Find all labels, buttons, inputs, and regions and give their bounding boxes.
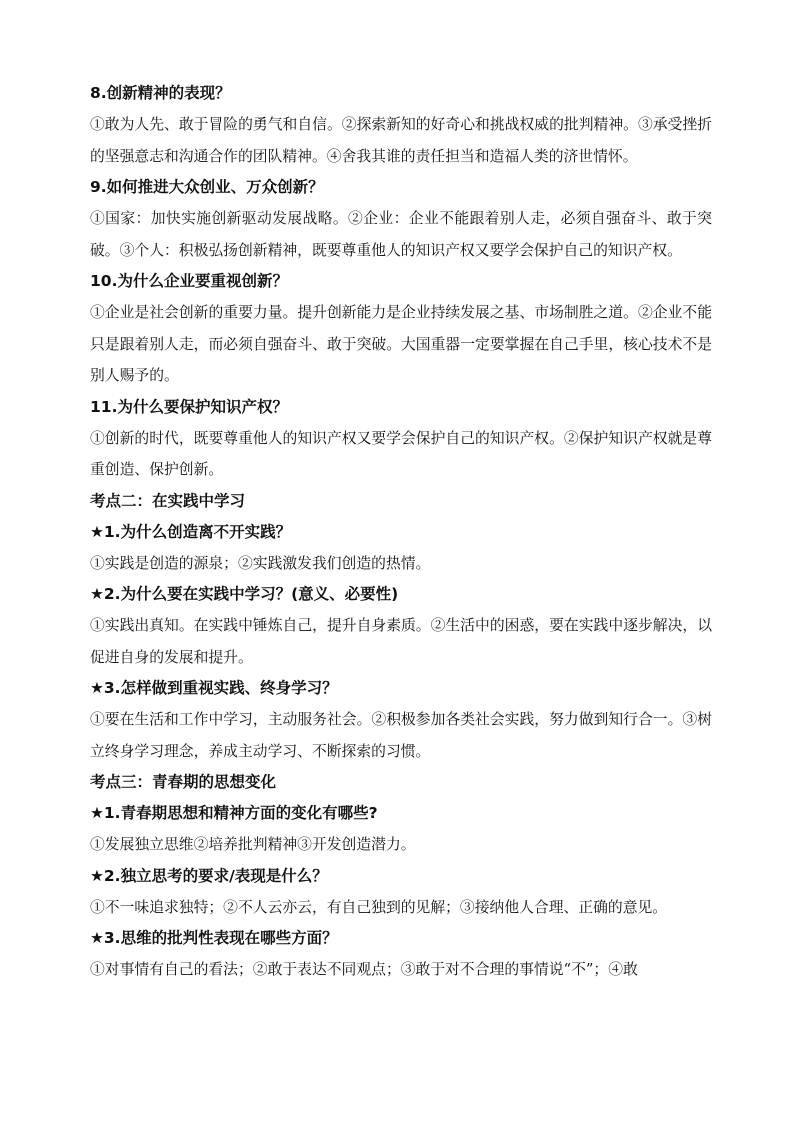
question-heading: ★3.思维的批判性表现在哪些方面？ — [90, 929, 338, 947]
question-heading: ★1.青春期思想和精神方面的变化有哪些? — [90, 804, 378, 822]
question-heading: ★2.为什么要在实践中学习？(意义、必要性) — [90, 585, 399, 603]
document-page — [90, 78, 712, 986]
answer-text: ①实践是创造的源泉；②实践激发我们创造的热情。 — [90, 554, 431, 572]
question-heading: ★3.怎样做到重视实践、终身学习？ — [90, 679, 338, 697]
section-heading: 考点三：青春期的思想变化 — [90, 773, 277, 791]
answer-text: ①创新的时代，既要尊重他人的知识产权又要学会保护自己的知识产权。②保护知识产权就是尊重创造、保护创新。 — [90, 429, 712, 478]
answer-text: ①企业是社会创新的重要力量。提升创新能力是企业持续发展之基、市场制胜之道。②企业不能只是跟着别人走，而必须自强奋斗、敢于突破。大国重器一定要掌握在自己手里，核心技术不是别人赐予的。 — [90, 304, 712, 384]
answer-text: ①不一味追求独特；②不人云亦云，有自己独到的见解；③接纳他人合理、正确的意见。 — [90, 898, 668, 916]
question-heading: ★2.独立思考的要求/表现是什么？ — [90, 866, 328, 885]
question-heading: ★1.为什么创造离不开实践？ — [90, 522, 292, 541]
answer-text: ①实践出真知。在实践中锤炼自己，提升自身素质。②生活中的困惑，要在实践中逐步解决，以促进自身的发展和提升。 — [90, 617, 712, 666]
answer-text: ①要在生活和工作中学习，主动服务社会。②积极参加各类社会实践，努力做到知行合一。③树立终身学习理念，养成主动学习、不断探索的习惯。 — [90, 711, 712, 760]
question-heading: 8.创新精神的表现？ — [90, 84, 231, 102]
answer-text: ①发展独立思维②培养批判精神③开发创造潜力。 — [90, 836, 416, 853]
question-heading: 10.为什么企业要重视创新？ — [90, 272, 288, 290]
question-heading: 11.为什么要保护知识产权？ — [90, 397, 288, 416]
answer-text: ①国家：加快实施创新驱动发展战略。②企业：企业不能跟着别人走，必须自强奋斗、敢于突破。③个人：积极弘扬创新精神，既要尊重他人的知识产权又要学会保护自己的知识产权。 — [90, 210, 712, 259]
answer-text: ①对事情有自己的看法；②敢于表达不同观点；③敢于对不合理的事情说“不”；④敢 — [90, 961, 638, 978]
answer-text: ①敢为人先、敢于冒险的勇气和自信。②探索新知的好奇心和挑战权威的批判精神。③承受挫折的坚强意志和沟通合作的团队精神。④舍我其谁的责任担当和造福人类的济世情怀。 — [90, 116, 712, 165]
question-heading: 9.如何推进大众创业、万众创新？ — [90, 178, 324, 196]
section-heading: 考点二：在实践中学习 — [90, 491, 246, 510]
